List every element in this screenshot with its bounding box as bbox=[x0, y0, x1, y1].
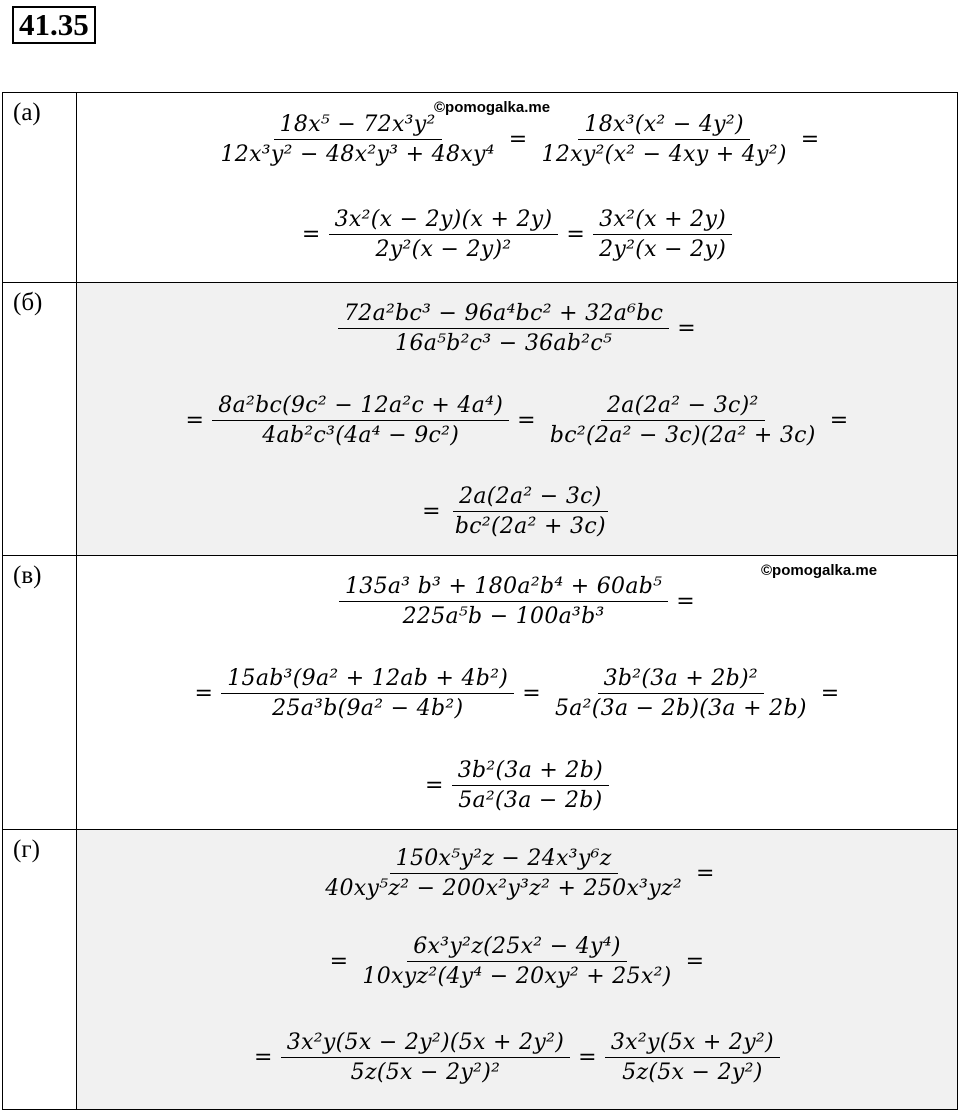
equals-sign: = bbox=[566, 221, 586, 247]
denominator: 2y²(x − 2y) bbox=[599, 236, 727, 262]
part-solution bbox=[77, 556, 958, 830]
denominator: 225a⁵b − 100a³b³ bbox=[402, 603, 605, 629]
equals-sign: = bbox=[676, 588, 696, 614]
denominator: 12xy²(x² − 4xy + 4y²) bbox=[541, 142, 787, 167]
numerator: 8a²bc(9c² − 12a²c + 4a⁴) bbox=[212, 393, 509, 421]
numerator: 3x²y(5x − 2y²)(5x + 2y²) bbox=[281, 1030, 570, 1058]
denominator: bc²(2a² + 3c) bbox=[454, 514, 606, 539]
equals-sign: = bbox=[424, 772, 444, 798]
fraction bbox=[212, 393, 509, 448]
fraction bbox=[605, 1030, 780, 1085]
problem-number: 41.35 bbox=[12, 6, 96, 44]
equals-sign: = bbox=[696, 861, 715, 886]
fraction bbox=[356, 934, 677, 989]
equation-line bbox=[77, 741, 957, 829]
numerator: 3b²(3a + 2b) bbox=[452, 758, 609, 786]
numerator: 6x³y²z(25x² − 4y⁴) bbox=[407, 934, 627, 962]
part-solution bbox=[77, 93, 958, 283]
equals-sign: = bbox=[329, 949, 349, 974]
equals-sign: = bbox=[578, 1045, 597, 1070]
denominator: 12x³y² − 48x²y³ + 48xy⁴ bbox=[220, 142, 495, 167]
numerator: 3b²(3a + 2b)² bbox=[598, 666, 764, 694]
numerator: 150x⁵y²z − 24x³y⁶z bbox=[390, 846, 618, 874]
equals-sign: = bbox=[685, 949, 705, 974]
equation-line bbox=[77, 468, 957, 555]
fraction bbox=[339, 574, 668, 629]
equals-sign: = bbox=[508, 127, 528, 152]
part-label: (а) bbox=[3, 93, 77, 283]
numerator: 18x⁵ − 72x³y² bbox=[274, 112, 442, 140]
equals-sign: = bbox=[517, 408, 536, 433]
denominator: 4ab²c³(4a⁴ − 9c²) bbox=[262, 423, 460, 448]
fraction bbox=[593, 207, 732, 262]
denominator: 5a²(3a − 2b)(3a + 2b) bbox=[554, 696, 807, 721]
equals-sign: = bbox=[677, 315, 696, 341]
denominator: 5z(5x − 2y²)² bbox=[350, 1060, 501, 1085]
denominator: 16a⁵b²c³ − 36ab²c⁵ bbox=[395, 330, 613, 356]
fraction bbox=[549, 666, 813, 721]
equation-line bbox=[77, 646, 957, 741]
solution-table bbox=[2, 92, 958, 1110]
equals-sign: = bbox=[254, 1045, 273, 1070]
equation-line bbox=[77, 283, 957, 373]
part-solution bbox=[77, 830, 958, 1110]
fraction bbox=[544, 393, 822, 448]
numerator: 3x²y(5x + 2y²) bbox=[605, 1030, 780, 1058]
equals-sign: = bbox=[422, 499, 441, 524]
fraction bbox=[329, 207, 559, 262]
numerator: 135a³ b³ + 180a²b⁴ + 60ab⁵ bbox=[339, 574, 668, 602]
fraction bbox=[281, 1030, 570, 1085]
part-label: (б) bbox=[3, 283, 77, 556]
denominator: 5a²(3a − 2b) bbox=[458, 787, 603, 813]
equation-line bbox=[77, 1006, 957, 1109]
solution-row bbox=[3, 93, 958, 283]
solution-row bbox=[3, 283, 958, 556]
denominator: 2y²(x − 2y)² bbox=[375, 236, 512, 262]
fraction bbox=[338, 301, 669, 356]
equals-sign: = bbox=[301, 221, 321, 247]
part-label: (в) bbox=[3, 556, 77, 830]
numerator: 3x²(x + 2y) bbox=[593, 207, 732, 235]
equals-sign: = bbox=[800, 127, 820, 152]
denominator: 10xyz²(4y⁴ − 20xy² + 25x²) bbox=[362, 964, 672, 989]
equals-sign: = bbox=[522, 681, 541, 706]
fraction bbox=[221, 666, 514, 721]
solution-row bbox=[3, 830, 958, 1110]
denominator: 5z(5x − 2y²) bbox=[622, 1060, 763, 1085]
part-label: (г) bbox=[3, 830, 77, 1110]
fraction bbox=[452, 758, 609, 813]
fraction bbox=[214, 112, 500, 167]
numerator: 3x²(x − 2y)(x + 2y) bbox=[329, 207, 559, 235]
denominator: bc²(2a² − 3c)(2a² + 3c) bbox=[549, 423, 816, 448]
watermark: ©pomogalka.me bbox=[434, 99, 551, 116]
numerator: 15ab³(9a² + 12ab + 4b²) bbox=[221, 666, 514, 694]
equation-line bbox=[77, 917, 957, 1006]
equals-sign: = bbox=[820, 681, 840, 706]
fraction bbox=[536, 112, 793, 167]
equation-line bbox=[77, 186, 957, 282]
denominator: 25a³b(9a² − 4b²) bbox=[272, 696, 464, 721]
part-solution bbox=[77, 283, 958, 556]
numerator: 2a(2a² − 3c)² bbox=[601, 393, 765, 421]
equation-line bbox=[77, 373, 957, 468]
watermark: ©pomogalka.me bbox=[761, 562, 878, 579]
fraction bbox=[319, 846, 688, 901]
numerator: 72a²bc³ − 96a⁴bc² + 32a⁶bc bbox=[338, 301, 669, 329]
denominator: 40xy⁵z² − 200x²y³z² + 250x³yz² bbox=[325, 876, 683, 901]
solution-row bbox=[3, 556, 958, 830]
equation-line bbox=[77, 830, 957, 917]
equals-sign: = bbox=[194, 681, 214, 706]
equals-sign: = bbox=[829, 408, 849, 433]
equals-sign: = bbox=[185, 408, 205, 433]
fraction bbox=[449, 484, 612, 539]
numerator: 2a(2a² − 3c) bbox=[453, 484, 608, 512]
numerator: 18x³(x² − 4y²) bbox=[578, 112, 749, 140]
